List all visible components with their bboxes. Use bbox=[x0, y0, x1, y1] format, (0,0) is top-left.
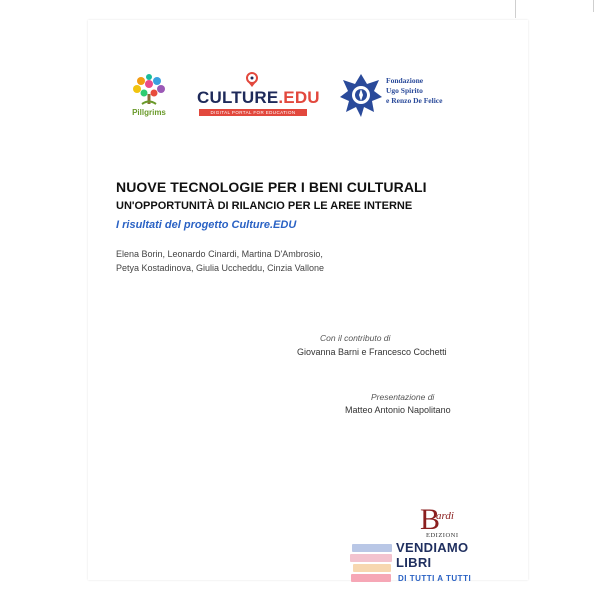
publisher-name: ardi bbox=[436, 510, 454, 522]
fondazione-emblem-icon bbox=[338, 72, 384, 118]
fondazione-line: Fondazione bbox=[386, 76, 424, 85]
authors-line: Elena Borin, Leonardo Cinardi, Martina D'Ambrosio, bbox=[116, 249, 323, 259]
pillgrims-logo bbox=[124, 72, 174, 118]
authors-list bbox=[116, 247, 476, 275]
fondazione-line: e Renzo De Felice bbox=[386, 96, 443, 105]
pillgrims-label: Pillgrims bbox=[132, 108, 166, 117]
crop-mark bbox=[515, 0, 516, 18]
publisher-sub: EDIZIONI bbox=[426, 532, 459, 539]
fondazione-name bbox=[386, 76, 478, 106]
presentation-label: Presentazione di bbox=[371, 392, 435, 402]
edu-word: .EDU bbox=[278, 88, 320, 107]
pin-icon bbox=[245, 72, 259, 88]
books-stack-icon bbox=[350, 540, 394, 586]
fondazione-line: Ugo Spirito bbox=[386, 86, 423, 95]
book-tagline: I risultati del progetto Culture.EDU bbox=[116, 219, 297, 231]
contributors-names: Giovanna Barni e Francesco Cochetti bbox=[297, 347, 447, 357]
culture-edu-logo bbox=[197, 72, 320, 118]
tree-icon bbox=[124, 72, 174, 110]
watermark-line: DI TUTTI A TUTTI bbox=[398, 574, 472, 583]
publisher-logo bbox=[420, 505, 484, 541]
watermark-line: VENDIAMO bbox=[396, 540, 469, 555]
contributors-label: Con il contributo di bbox=[320, 333, 391, 343]
fondazione-logo bbox=[338, 70, 478, 122]
culture-edu-wordmark bbox=[197, 88, 320, 108]
crop-mark bbox=[593, 0, 594, 12]
book-title: NUOVE TECNOLOGIE PER I BENI CULTURALI bbox=[116, 179, 427, 195]
book-subtitle: UN'OPPORTUNITÀ DI RILANCIO PER LE AREE INTERNE bbox=[116, 200, 413, 212]
watermark-line: LIBRI bbox=[396, 555, 432, 570]
culture-word: CULTURE bbox=[197, 88, 279, 107]
authors-line: Petya Kostadinova, Giulia Uccheddu, Cinzia Vallone bbox=[116, 263, 324, 273]
vendiamo-libri-watermark bbox=[350, 540, 490, 590]
presentation-name: Matteo Antonio Napolitano bbox=[345, 405, 451, 415]
publisher-initial: B bbox=[420, 503, 441, 536]
culture-edu-tagline: DIGITAL PORTAL FOR EDUCATION bbox=[199, 109, 307, 116]
